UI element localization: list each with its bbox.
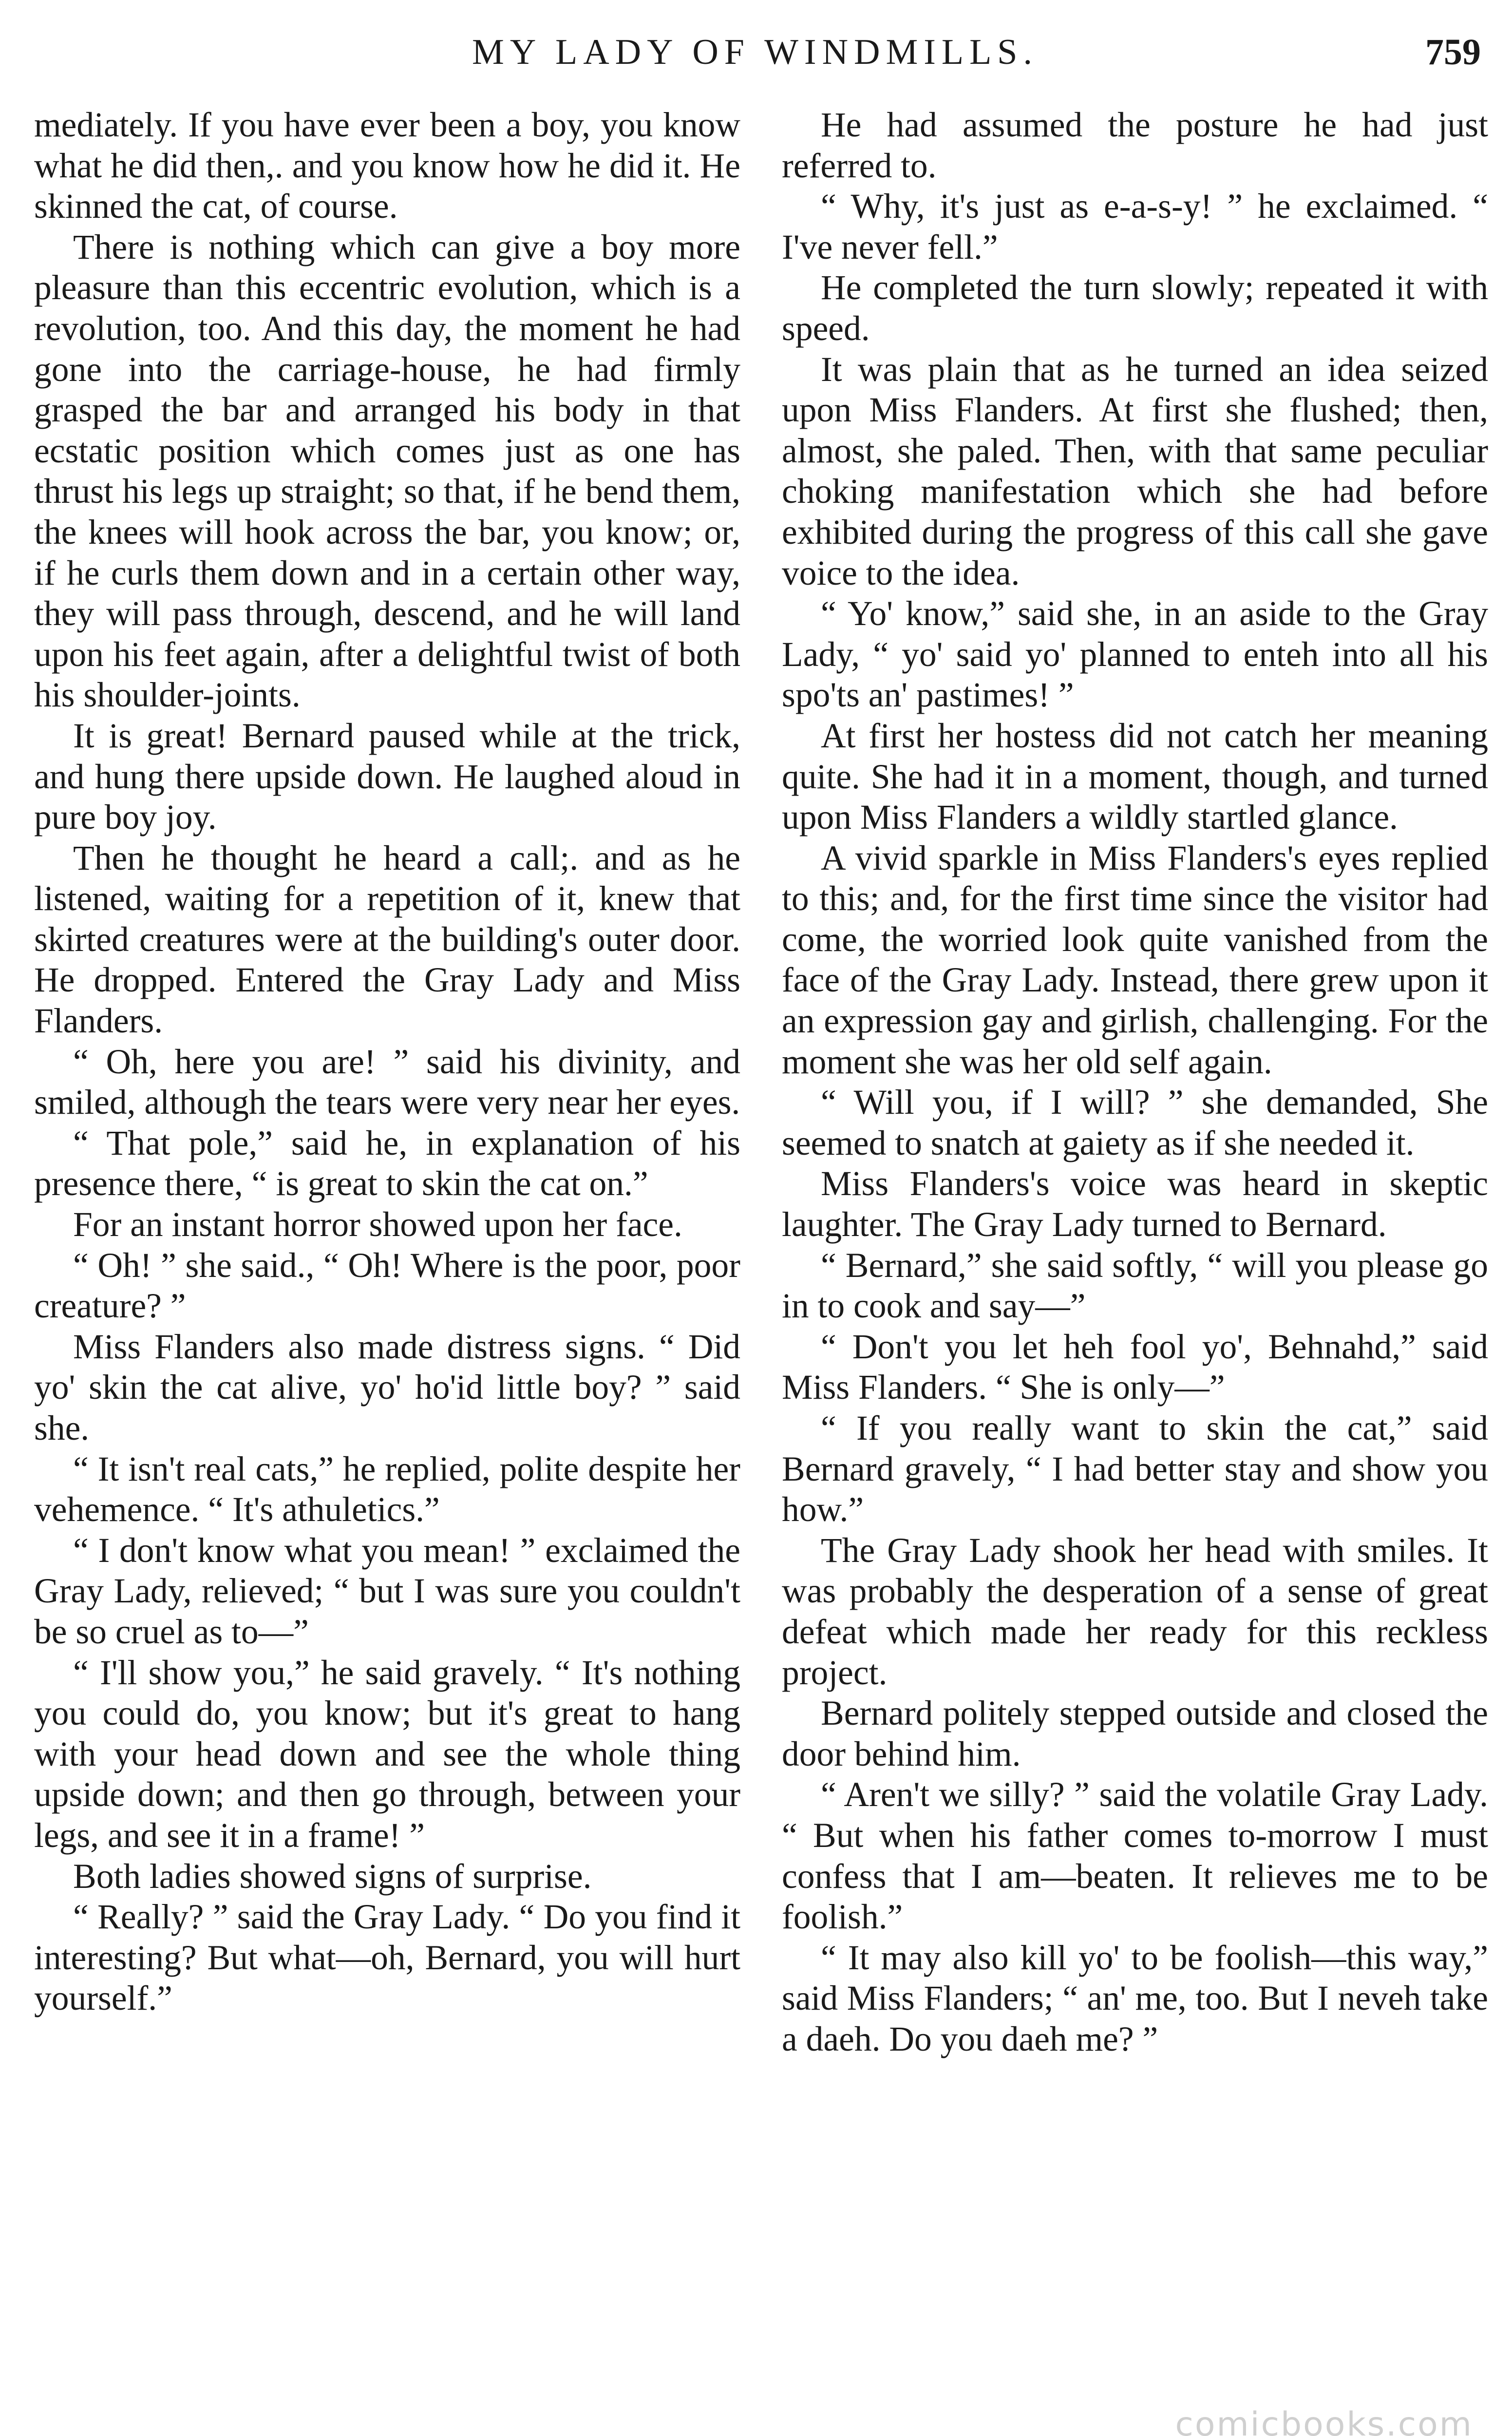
paragraph: Bernard politely stepped outside and closed the door behind him. [782, 1694, 1488, 1773]
paragraph: “ Aren't we silly? ” said the volatile Gray Lady. “ But when his father comes to-morrow I must confess that I am—beaten. It relieves me to be foolish.” [782, 1775, 1488, 1937]
paragraph: A vivid sparkle in Miss Flanders's eyes replied to this; and, for the first time since the visitor had come, the worried look quite vanished from the face of the Gray Lady. Instead, there grew upon it an expression gay and girlish, challenging. For the moment she was her old self again. [782, 838, 1488, 1081]
paragraph: There is nothing which can give a boy more pleasure than this eccentric evolution, which is a revolution, too. And this day, the moment he had gone into the carriage-house, he had firmly grasped the bar and arranged his body in that ecstatic position which comes just as one has thrust his legs up straight; so that, if he bend them, the knees will hook across the bar, you know; or, if he curls them down and in a certain other way, they will pass through, descend, and he will land upon his feet again, after a delightful twist of both his shoulder-joints. [34, 228, 740, 715]
paragraph: “ If you really want to skin the cat,” said Bernard gravely, “ I had better stay and show you how.” [782, 1409, 1488, 1529]
paragraph: “ It may also kill yo' to be foolish—this way,” said Miss Flanders; “ an' me, too. But I neveh take a daeh. Do you daeh me? ” [782, 1938, 1488, 2058]
paragraph: mediately. If you have ever been a boy, you know what he did then,. and you know how he did it. He skinned the cat, of course. [34, 106, 740, 226]
paragraph: Miss Flanders also made distress signs. “ Did yo' skin the cat alive, yo' ho'id little boy? ” said she. [34, 1327, 740, 1447]
left-column [34, 105, 740, 2019]
page-header [29, 25, 1481, 79]
paragraph: “ I'll show you,” he said gravely. “ It's nothing you could do, you know; but it's great to hang with your head down and see the whole thing upside down; and then go through, between your legs, and see it in a frame! ” [34, 1653, 740, 1855]
page-number: 759 [1425, 32, 1481, 73]
paragraph: “ Don't you let heh fool yo', Behnahd,” said Miss Flanders. “ She is only—” [782, 1327, 1488, 1407]
watermark: comicbooks.com [1175, 2405, 1473, 2436]
paragraph: “ Yo' know,” said she, in an aside to the Gray Lady, “ yo' said yo' planned to enteh into all his spo'ts an' pastimes! ” [782, 594, 1488, 715]
paragraph: “ Oh! ” she said., “ Oh! Where is the poor, poor creature? ” [34, 1246, 740, 1326]
paragraph: He had assumed the posture he had just referred to. [782, 106, 1488, 185]
paragraph: “ Bernard,” she said softly, “ will you please go in to cook and say—” [782, 1246, 1488, 1326]
paragraph: “ That pole,” said he, in explanation of his presence there, “ is great to skin the cat on.” [34, 1123, 740, 1203]
paragraph: It is great! Bernard paused while at the trick, and hung there upside down. He laughed aloud in pure boy joy. [34, 716, 740, 837]
paragraph: “ Oh, here you are! ” said his divinity, and smiled, although the tears were very near her eyes. [34, 1042, 740, 1122]
paragraph: “ Really? ” said the Gray Lady. “ Do you find it interesting? But what—oh, Bernard, you will hurt yourself.” [34, 1898, 740, 2018]
paragraph: Miss Flanders's voice was heard in skeptic laughter. The Gray Lady turned to Bernard. [782, 1164, 1488, 1244]
paragraph: “ Will you, if I will? ” she demanded, She seemed to snatch at gaiety as if she needed it. [782, 1083, 1488, 1162]
paragraph: Then he thought he heard a call;. and as he listened, waiting for a repetition of it, knew that skirted creatures were at the building's outer door. He dropped. Entered the Gray Lady and Miss Flanders. [34, 838, 740, 1041]
paragraph: “ It isn't real cats,” he replied, polite despite her vehemence. “ It's athuletics.” [34, 1449, 740, 1529]
paragraph: He completed the turn slowly; repeated it with speed. [782, 268, 1488, 348]
paragraph: Both ladies showed signs of surprise. [73, 1857, 592, 1896]
paragraph: It was plain that as he turned an idea seized upon Miss Flanders. At first she flushed; then, almost, she paled. Then, with that same peculiar choking manifestation which she had before exhibited during the progress of this call she gave voice to the idea. [782, 350, 1488, 592]
paragraph: The Gray Lady shook her head with smiles. It was probably the desperation of a sense of great defeat which made her ready for this reckless project. [782, 1531, 1488, 1692]
paragraph: “ Why, it's just as e-a-s-y! ” he exclaimed. “ I've never fell.” [782, 187, 1488, 266]
right-column [782, 105, 1488, 2060]
paragraph: For an instant horror showed upon her face. [73, 1205, 682, 1244]
running-title: MY LADY OF WINDMILLS. [472, 32, 1038, 72]
paragraph: “ I don't know what you mean! ” exclaimed the Gray Lady, relieved; “ but I was sure you couldn't be so cruel as to—” [34, 1531, 740, 1651]
paragraph: At first her hostess did not catch her meaning quite. She had it in a moment, though, and turned upon Miss Flanders a wildly startled glance. [782, 716, 1488, 837]
